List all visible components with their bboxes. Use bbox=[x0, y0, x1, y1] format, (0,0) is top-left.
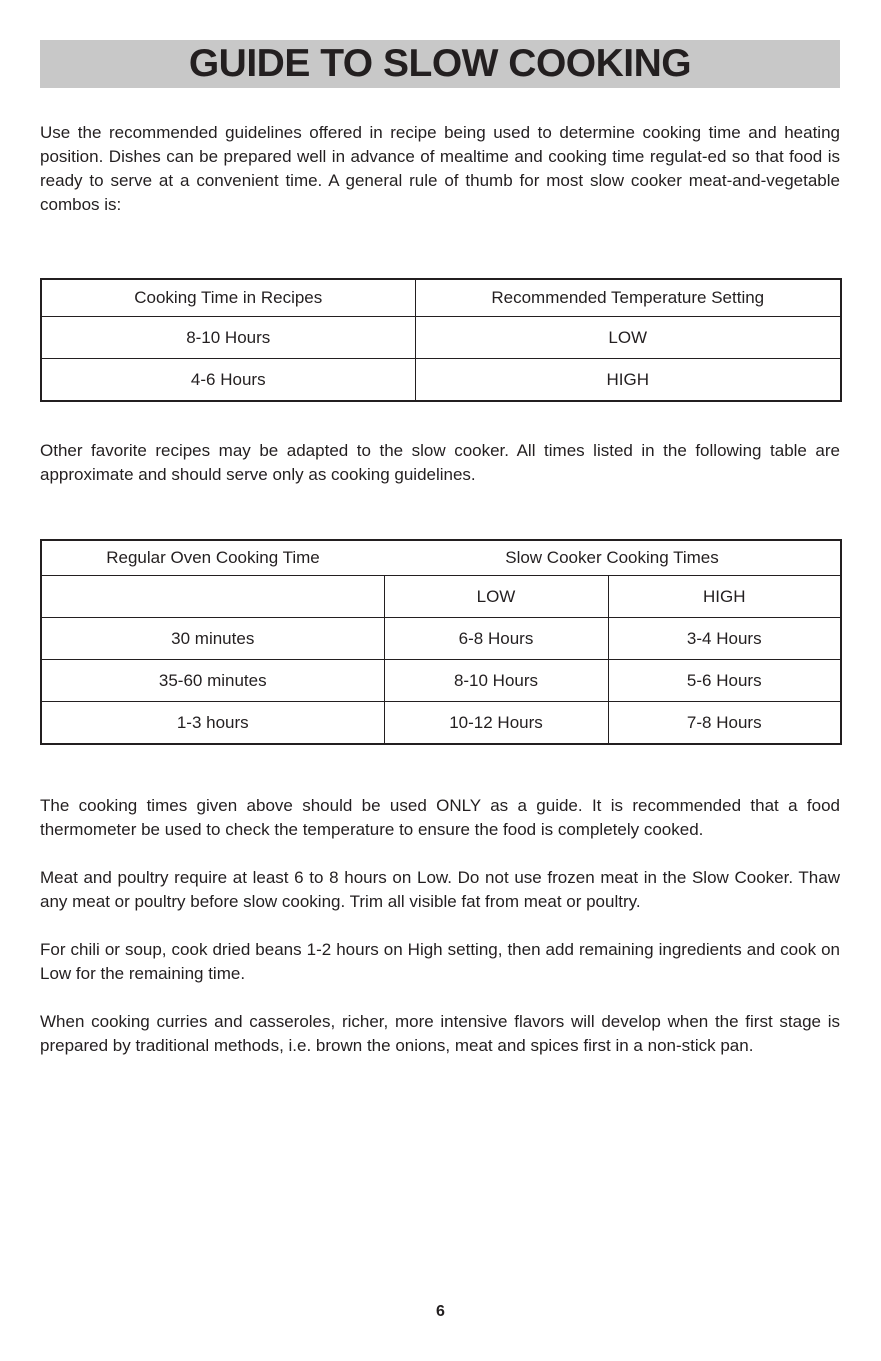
table-row bbox=[41, 660, 841, 702]
table-cell: 1-3 hours bbox=[41, 702, 384, 745]
table-cell: HIGH bbox=[415, 359, 841, 402]
adapt-paragraph: Other favorite recipes may be adapted to the slow cooker. All times listed in the following table are approximate and should serve only as cooking guidelines. bbox=[40, 441, 840, 484]
table-header-row bbox=[41, 279, 841, 317]
table-subheader-row bbox=[41, 576, 841, 618]
table-header-cell: Recommended Temperature Setting bbox=[415, 279, 841, 317]
table-cell: 30 minutes bbox=[41, 618, 384, 660]
note-paragraph: When cooking curries and casseroles, richer, more intensive flavors will develop when the first stage is prepared by traditional methods, i.e. brown the onions, meat and spices first in a non-stick pan. bbox=[40, 1012, 840, 1055]
table-cell: 3-4 Hours bbox=[608, 618, 841, 660]
table-header-cell: Cooking Time in Recipes bbox=[41, 279, 415, 317]
table-header-cell: Regular Oven Cooking Time bbox=[41, 540, 384, 576]
table-cell: 4-6 Hours bbox=[41, 359, 415, 402]
table-header-cell: Slow Cooker Cooking Times bbox=[384, 540, 841, 576]
title-bar bbox=[40, 40, 840, 88]
table-row bbox=[41, 702, 841, 745]
table-cell: 8-10 Hours bbox=[384, 660, 608, 702]
note-paragraph: The cooking times given above should be used ONLY as a guide. It is recommended that a food thermometer be used to check the temperature to ensure the food is completely cooked. bbox=[40, 796, 840, 839]
table-subheader-cell: HIGH bbox=[608, 576, 841, 618]
table-cell: 6-8 Hours bbox=[384, 618, 608, 660]
intro-paragraph: Use the recommended guidelines offered in recipe being used to determine cooking time and heating position. Dishes can be prepared well in advance of mealtime and cooking time regulat-ed so that food is ready to serve at a convenient time. A general rule of thumb for most slow cooker meat-and-vegetable combos is: bbox=[40, 123, 840, 214]
page-number: 6 bbox=[436, 1303, 445, 1320]
cooking-times-table bbox=[40, 539, 842, 745]
table-cell: 10-12 Hours bbox=[384, 702, 608, 745]
table-cell: 35-60 minutes bbox=[41, 660, 384, 702]
table-row bbox=[41, 359, 841, 402]
table-row bbox=[41, 317, 841, 359]
table-cell: 7-8 Hours bbox=[608, 702, 841, 745]
table-subheader-cell: LOW bbox=[384, 576, 608, 618]
table-cell: 5-6 Hours bbox=[608, 660, 841, 702]
page-title: GUIDE TO SLOW COOKING bbox=[188, 42, 692, 85]
table-cell: LOW bbox=[415, 317, 841, 359]
table-header-row bbox=[41, 540, 841, 576]
table-cell-empty bbox=[41, 576, 384, 618]
note-paragraph: Meat and poultry require at least 6 to 8 hours on Low. Do not use frozen meat in the Slow Cooker. Thaw any meat or poultry before slow cooking. Trim all visible fat from meat or poultry. bbox=[40, 868, 840, 911]
temperature-setting-table bbox=[40, 278, 842, 402]
table-row bbox=[41, 618, 841, 660]
table-cell: 8-10 Hours bbox=[41, 317, 415, 359]
note-paragraph: For chili or soup, cook dried beans 1-2 hours on High setting, then add remaining ingredients and cook on Low for the remaining time. bbox=[40, 940, 840, 983]
